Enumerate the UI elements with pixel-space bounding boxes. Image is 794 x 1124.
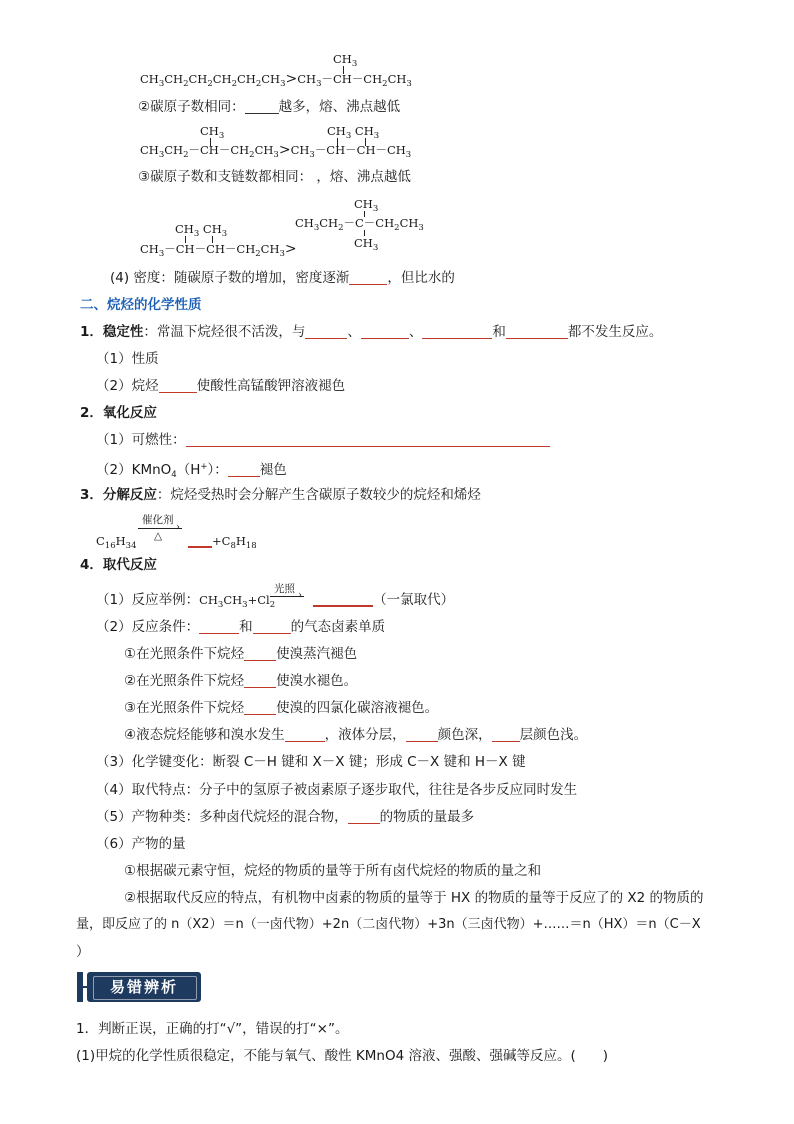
- formula-3-left-line: $CH_3-CH-CH-CH_2CH_3>$: [140, 241, 297, 259]
- light-label: 光照: [274, 583, 295, 595]
- oxidation-item-2: （2）KMnO$_4$（H+）： 褪色: [96, 462, 287, 480]
- bond-change: （3）化学键变化：断裂 C－H 键和 X－X 键；形成 C－X 键和 H－X 键: [96, 754, 526, 770]
- condition-2: ②在光照条件下烷烃 使溴水褪色。: [124, 673, 358, 689]
- formula-3-right-line: $CH_3CH_2-C-CH_2CH_3$: [295, 216, 424, 233]
- heat-symbol: △: [154, 530, 163, 542]
- product-amount-3: 量，即反应了的 n（X2）＝n（一卤代物）+2n（二卤代物）+3n（三卤代物）+……＝n（HX）＝n（C－X: [76, 917, 701, 932]
- product-amount: （6）产物的量: [96, 836, 186, 852]
- reaction-conditions: （2）反应条件： 和 的气态卤素单质: [96, 619, 386, 635]
- formula-3-branch-left: $CH_3$ $CH_3$: [175, 222, 228, 239]
- formula-2-branch-b: $CH_3$ $CH_3$: [327, 124, 380, 141]
- product-amount-4: ）: [76, 944, 90, 960]
- substitution-example: （1）反应举例：$CH_3CH_3+Cl_2$ （一氯取代）: [96, 592, 455, 610]
- condition-4: ④液态烷烃能够和溴水发生 ，液体分层， 颜色深， 层颜色浅。: [124, 727, 588, 743]
- formula-1-left: $CH_3CH_2CH_2CH_2CH_2CH_3>CH_3-CH-CH_2CH_3$: [140, 71, 412, 89]
- decomposition-left: $C_{16}H_{34}$: [96, 534, 137, 551]
- product-types: （5）产物种类：多种卤代烷烃的混合物， 的物质的量最多: [96, 809, 475, 825]
- banner-label: 易错辨析: [87, 972, 201, 1002]
- error-analysis-banner: [77, 972, 201, 1002]
- oxidation-title: 2．氧化反应: [80, 405, 157, 421]
- oxidation-item-1: （1）可燃性：: [96, 431, 550, 449]
- banner-inner-border: [93, 976, 197, 1000]
- rule-3: ③碳原子数和支链数都相同： ，熔、沸点越低: [138, 169, 411, 185]
- rule-2: ②碳原子数相同： 越多，熔、沸点越低: [138, 99, 401, 115]
- stability-item-1: （1）性质: [96, 351, 159, 367]
- density-line: (4) 密度：随碳原子数的增加，密度逐渐 ，但比水的: [110, 270, 455, 286]
- condition-3: ③在光照条件下烷烃 使溴的四氯化碳溶液褪色。: [124, 700, 439, 716]
- light-arrow-head: ›: [298, 590, 302, 601]
- arrow-head: ›: [176, 522, 180, 533]
- section-title-chemical-properties: 二、烷烃的化学性质: [80, 297, 202, 313]
- product-amount-1: ①根据碳元素守恒，烷烃的物质的量等于所有卤代烷烃的物质的量之和: [124, 863, 542, 879]
- question-1: (1)甲烷的化学性质很稳定，不能与氧气、酸性 KMnO4 溶液、强酸、强碱等反应。( ): [76, 1048, 609, 1064]
- catalyst-label: 催化剂: [142, 514, 174, 526]
- condition-1: ①在光照条件下烷烃 使溴蒸汽褪色: [124, 646, 358, 662]
- formula-3-branch-right-bottom: $CH_3$: [354, 236, 379, 253]
- decomposition-right: $+C_8H_{18}$: [188, 532, 257, 555]
- substitution-title: 4．取代反应: [80, 557, 157, 573]
- substitution-feature: （4）取代特点：分子中的氢原子被卤素原子逐步取代，往往是各步反应同时发生: [96, 782, 578, 798]
- decomposition-line: 3．分解反应：烷烃受热时会分解产生含碳原子数较少的烷烃和烯烃: [80, 487, 481, 503]
- stability-line: 1．稳定性：常温下烷烃很不活泼，与 、 、 和 都不发生反应。: [80, 324, 663, 340]
- product-amount-2: ②根据取代反应的特点，有机物中卤素的物质的量等于 HX 的物质的量等于反应了的 X2 的物质的: [124, 890, 704, 906]
- formula-3-branch-right-top: $CH_3$: [354, 197, 379, 214]
- question-intro: 1．判断正误，正确的打“√”，错误的打“×”。: [76, 1021, 349, 1037]
- formula-2-branch-a: $CH_3$: [200, 124, 225, 141]
- stability-item-2: （2）烷烃 使酸性高锰酸钾溶液褪色: [96, 378, 346, 394]
- formula-2-line: $CH_3CH_2-CH-CH_2CH_3>CH_3-CH-CH-CH_3$: [140, 142, 412, 160]
- formula-1-branch-ch3: $CH_3$: [333, 52, 358, 69]
